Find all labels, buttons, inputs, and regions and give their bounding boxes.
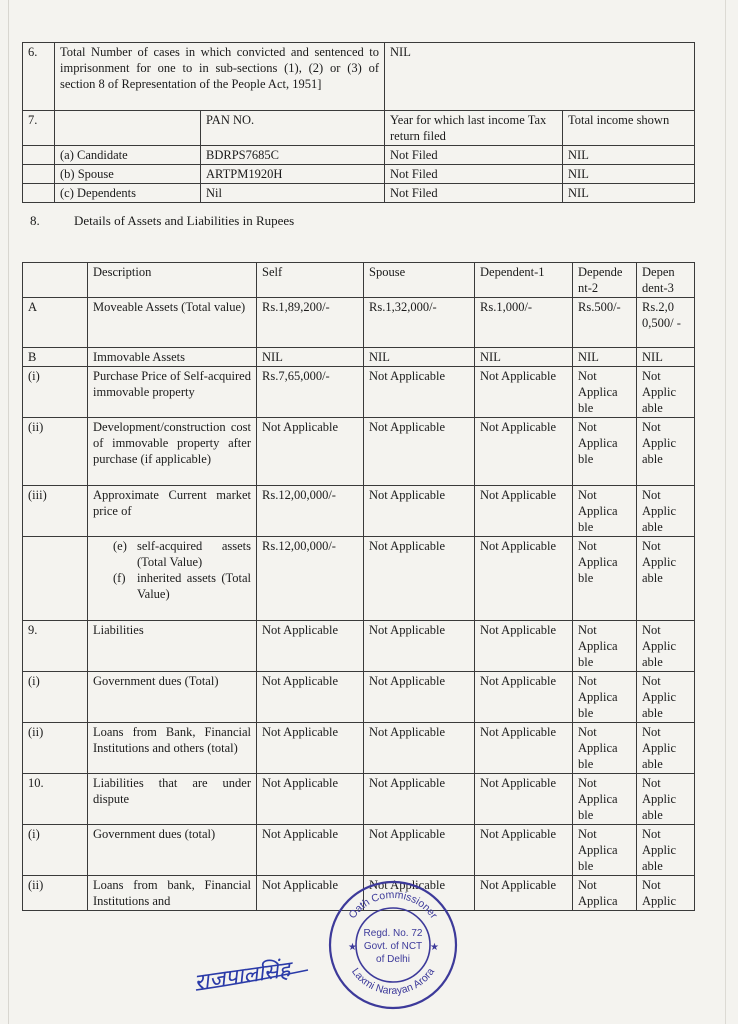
table-row: [23, 367, 695, 418]
seal-star-icon: ★: [348, 942, 357, 953]
pan-value: ARTPM1920H: [201, 165, 385, 184]
dependent-1-value: Not Applicable: [475, 486, 573, 537]
list-item: [113, 538, 251, 570]
page-edge-right: [725, 0, 726, 1024]
row-description: Government dues (total): [88, 825, 257, 876]
year-value: Not Filed: [385, 184, 563, 203]
row-number: [23, 537, 88, 621]
table-row: [23, 774, 695, 825]
row-number: (i): [23, 367, 88, 418]
year-header: Year for which last income Tax return filed: [385, 111, 563, 146]
list-item: [113, 570, 251, 602]
self-value: Not Applicable: [257, 418, 364, 486]
dependent-3-value: Not Applic able: [637, 723, 695, 774]
row-label: (b) Spouse: [55, 165, 201, 184]
dependent-1-value: Not Applicable: [475, 418, 573, 486]
dependent-1-header: Dependent-1: [475, 263, 573, 298]
self-value: NIL: [257, 348, 364, 367]
table-row: [23, 537, 695, 621]
seal-line-1: Regd. No. 72: [363, 928, 423, 939]
row-number: 10.: [23, 774, 88, 825]
sub-item-list: [88, 537, 257, 621]
row-number: (ii): [23, 418, 88, 486]
row-number: (i): [23, 672, 88, 723]
self-value: Rs.7,65,000/-: [257, 367, 364, 418]
spouse-value: Not Applicable: [364, 486, 475, 537]
page-edge-left: [8, 0, 9, 1024]
self-value: Not Applicable: [257, 774, 364, 825]
row-number: 9.: [23, 621, 88, 672]
dependent-2-value: Not Applica ble: [573, 672, 637, 723]
table-row: [23, 146, 695, 165]
dependent-2-header: Depende nt-2: [573, 263, 637, 298]
dependent-3-value: Not Applic able: [637, 486, 695, 537]
spouse-value: NIL: [364, 348, 475, 367]
table-row: [23, 486, 695, 537]
income-value: NIL: [563, 146, 695, 165]
dependent-2-value: Not Applica ble: [573, 825, 637, 876]
spouse-value: Not Applicable: [364, 367, 475, 418]
dependent-1-value: Not Applicable: [475, 621, 573, 672]
dependent-1-value: NIL: [475, 348, 573, 367]
dependent-2-value: Not Applica ble: [573, 774, 637, 825]
table-row: [23, 672, 695, 723]
seal-top-text: Oath Commissioner: [346, 888, 440, 921]
row-description: Immovable Assets: [88, 348, 257, 367]
seal-line-2: Govt. of NCT: [363, 941, 423, 952]
row-description: Purchase Price of Self-acquired immovable property: [88, 367, 257, 418]
spouse-value: Not Applicable: [364, 876, 475, 911]
pan-details-table: [22, 42, 695, 203]
spouse-value: Rs.1,32,000/-: [364, 298, 475, 348]
row-description: Development/construction cost of immovable property after purchase (if applicable): [88, 418, 257, 486]
spouse-value: Not Applicable: [364, 825, 475, 876]
table-row: [23, 184, 695, 203]
dependent-3-value: Not Applic able: [637, 621, 695, 672]
spouse-value: Not Applicable: [364, 774, 475, 825]
row-label: (c) Dependents: [55, 184, 201, 203]
self-value: Not Applicable: [257, 876, 364, 911]
dependent-2-value: Not Applica: [573, 876, 637, 911]
section-6-text: Total Number of cases in which convicted and sentenced to imprisonment for one to in sub-sections (1), (2) or (3) of section 8 of Representation of the People Act, 1951]: [55, 43, 385, 111]
dependent-1-value: Not Applicable: [475, 723, 573, 774]
dependent-3-value: Not Applic able: [637, 672, 695, 723]
signature-text: राजपालसिंह: [192, 957, 292, 996]
seal-line-3: of Delhi: [376, 954, 410, 965]
section-8-heading: [30, 213, 430, 229]
self-value: Not Applicable: [257, 825, 364, 876]
spouse-value: Not Applicable: [364, 621, 475, 672]
seal-bottom-text: Laxmi Narayan Arora: [349, 965, 437, 998]
dependent-2-value: Not Applica ble: [573, 723, 637, 774]
row-description: Loans from Bank, Financial Institutions and others (total): [88, 723, 257, 774]
seal-star-icon: ★: [430, 942, 439, 953]
dependent-1-value: Not Applicable: [475, 876, 573, 911]
row-description: Liabilities: [88, 621, 257, 672]
self-value: Not Applicable: [257, 672, 364, 723]
self-value: Rs.12,00,000/-: [257, 537, 364, 621]
row-description: Approximate Current market price of: [88, 486, 257, 537]
oath-commissioner-seal: [326, 878, 460, 1012]
dependent-2-value: Not Applica ble: [573, 486, 637, 537]
dependent-1-value: Rs.1,000/-: [475, 298, 573, 348]
table-row: [23, 621, 695, 672]
assets-header-row: [23, 263, 695, 298]
self-value: Rs.12,00,000/-: [257, 486, 364, 537]
sub-item-text: self-acquired assets (Total Value): [137, 539, 251, 569]
dependent-1-value: Not Applicable: [475, 825, 573, 876]
income-value: NIL: [563, 184, 695, 203]
dependent-3-value: Not Applic able: [637, 825, 695, 876]
row-number: B: [23, 348, 88, 367]
row-number: (iii): [23, 486, 88, 537]
dependent-3-value: Not Applic able: [637, 418, 695, 486]
dependent-1-value: Not Applicable: [475, 774, 573, 825]
sub-item-tag: (e): [113, 539, 127, 553]
dependent-3-value: NIL: [637, 348, 695, 367]
row-number: (ii): [23, 876, 88, 911]
dependent-3-header: Depen dent-3: [637, 263, 695, 298]
self-header: Self: [257, 263, 364, 298]
dependent-2-value: Not Applica ble: [573, 621, 637, 672]
row-label: (a) Candidate: [55, 146, 201, 165]
row-number: (i): [23, 825, 88, 876]
table-row: [23, 298, 695, 348]
row-number: A: [23, 298, 88, 348]
dependent-3-value: Not Applic able: [637, 774, 695, 825]
spouse-value: Not Applicable: [364, 672, 475, 723]
dependent-2-value: NIL: [573, 348, 637, 367]
spouse-value: Not Applicable: [364, 723, 475, 774]
income-value: NIL: [563, 165, 695, 184]
pan-header: PAN NO.: [201, 111, 385, 146]
sub-item-tag: (f): [113, 571, 126, 585]
self-value: Not Applicable: [257, 723, 364, 774]
sub-item-text: inherited assets (Total Value): [137, 571, 251, 601]
year-value: Not Filed: [385, 146, 563, 165]
spouse-header: Spouse: [364, 263, 475, 298]
dependent-2-value: Not Applica ble: [573, 537, 637, 621]
income-header: Total income shown: [563, 111, 695, 146]
self-value: Rs.1,89,200/-: [257, 298, 364, 348]
assets-liabilities-table: [22, 262, 695, 911]
section-6-value: NIL: [385, 43, 695, 111]
table-row: [23, 723, 695, 774]
dependent-2-value: Not Applica ble: [573, 418, 637, 486]
description-header: Description: [88, 263, 257, 298]
table-row: [23, 418, 695, 486]
dependent-2-value: Rs.500/-: [573, 298, 637, 348]
spouse-value: Not Applicable: [364, 418, 475, 486]
pan-value: Nil: [201, 184, 385, 203]
section-7-header-row: [23, 111, 695, 146]
table-row: [23, 825, 695, 876]
dependent-1-value: Not Applicable: [475, 672, 573, 723]
dependent-3-value: Not Applic: [637, 876, 695, 911]
row-description: Liabilities that are under dispute: [88, 774, 257, 825]
table-row: [23, 348, 695, 367]
dependent-3-value: Not Applic able: [637, 537, 695, 621]
signature: [190, 940, 320, 1000]
dependent-3-value: Not Applic able: [637, 367, 695, 418]
row-description: Government dues (Total): [88, 672, 257, 723]
section-8-title: Details of Assets and Liabilities in Rupees: [74, 213, 295, 228]
table-row: [23, 165, 695, 184]
dependent-2-value: Not Applica ble: [573, 367, 637, 418]
section-6-row: [23, 43, 695, 111]
section-7-blank: [55, 111, 201, 146]
section-7-number: 7.: [23, 111, 55, 146]
dependent-1-value: Not Applicable: [475, 367, 573, 418]
dependent-3-value: Rs.2,0 0,500/ -: [637, 298, 695, 348]
year-value: Not Filed: [385, 165, 563, 184]
self-value: Not Applicable: [257, 621, 364, 672]
row-number: (ii): [23, 723, 88, 774]
row-description: Moveable Assets (Total value): [88, 298, 257, 348]
spouse-value: Not Applicable: [364, 537, 475, 621]
section-6-number: 6.: [23, 43, 55, 111]
row-description: Loans from bank, Financial Institutions and: [88, 876, 257, 911]
dependent-1-value: Not Applicable: [475, 537, 573, 621]
pan-value: BDRPS7685C: [201, 146, 385, 165]
section-8-number: 8.: [30, 213, 40, 228]
